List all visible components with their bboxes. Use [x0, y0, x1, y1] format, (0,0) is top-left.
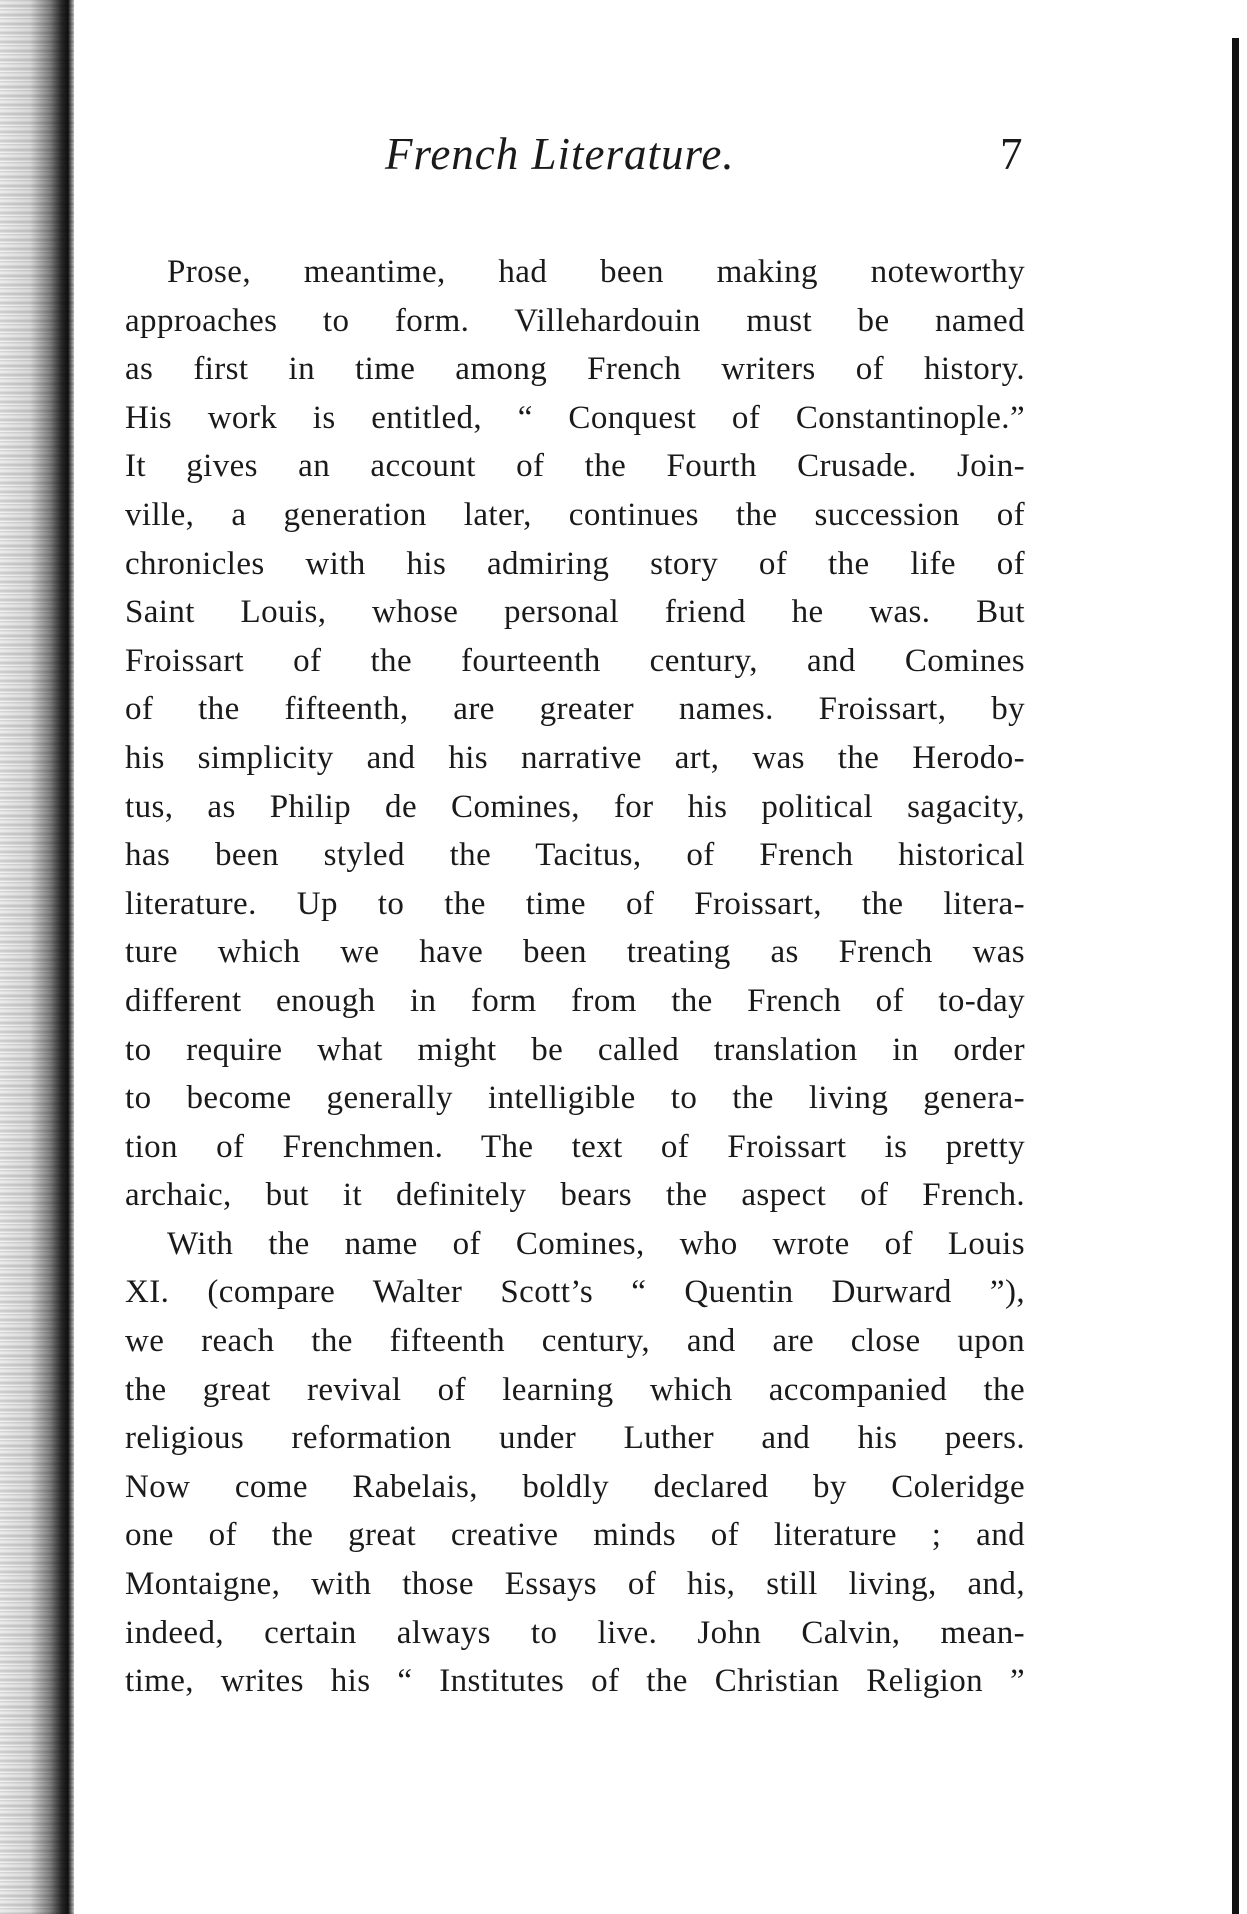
text-line: archaic, but it definitely bears the aspect of French. [125, 1177, 1025, 1214]
text-line: It gives an account of the Fourth Crusade. Join- [125, 448, 1025, 485]
text-line: Montaigne, with those Essays of his, still living, and, [125, 1566, 1025, 1603]
text-line: With the name of Comines, who wrote of Louis [167, 1225, 1025, 1262]
text-line: to become generally intelligible to the living genera- [125, 1080, 1025, 1117]
text-line: chronicles with his admiring story of the life of [125, 545, 1025, 582]
text-line: one of the great creative minds of literature ; and [125, 1517, 1025, 1554]
text-line: XI. (compare Walter Scott’s “ Quentin Durward ”), [125, 1274, 1025, 1311]
text-line: indeed, certain always to live. John Calvin, mean- [125, 1614, 1025, 1651]
text-line: different enough in form from the French of to-day [125, 982, 1025, 1019]
text-line: ville, a generation later, continues the succession of [125, 496, 1025, 533]
body-text [125, 248, 1025, 1706]
text-line: His work is entitled, “ Conquest of Constantinople.” [125, 399, 1025, 436]
text-line: the great revival of learning which accompanied the [125, 1371, 1025, 1408]
text-line: we reach the fifteenth century, and are close upon [125, 1323, 1025, 1360]
text-line: religious reformation under Luther and his peers. [125, 1420, 1025, 1457]
text-line: literature. Up to the time of Froissart, the litera- [125, 885, 1025, 922]
paragraph-2 [125, 1220, 1025, 1706]
running-title: French Literature. [385, 129, 735, 179]
text-line: Saint Louis, whose personal friend he was. But [125, 594, 1025, 631]
text-line: tion of Frenchmen. The text of Froissart is pretty [125, 1128, 1025, 1165]
text-line: Now come Rabelais, boldly declared by Coleridge [125, 1468, 1025, 1505]
page-header [0, 128, 1247, 188]
text-line: as first in time among French writers of history. [125, 351, 1025, 388]
text-line: to require what might be called translation in order [125, 1031, 1025, 1068]
paragraph-1 [125, 248, 1025, 1220]
scan-right-border [1232, 38, 1239, 1914]
page-number: 7 [1000, 129, 1023, 179]
text-line: of the fifteenth, are greater names. Froissart, by [125, 691, 1025, 728]
text-line: approaches to form. Villehardouin must be named [125, 302, 1025, 339]
text-line: has been styled the Tacitus, of French historical [125, 837, 1025, 874]
text-line: his simplicity and his narrative art, was the Herodo- [125, 739, 1025, 776]
text-line: ture which we have been treating as French was [125, 934, 1025, 971]
scan-binding-edge [0, 0, 74, 1914]
text-line: Froissart of the fourteenth century, and Comines [125, 642, 1025, 679]
text-line: Prose, meantime, had been making noteworthy [167, 254, 1025, 290]
text-line: time, writes his “ Institutes of the Christian Religion ” [125, 1663, 1025, 1700]
text-line: tus, as Philip de Comines, for his political sagacity, [125, 788, 1025, 825]
